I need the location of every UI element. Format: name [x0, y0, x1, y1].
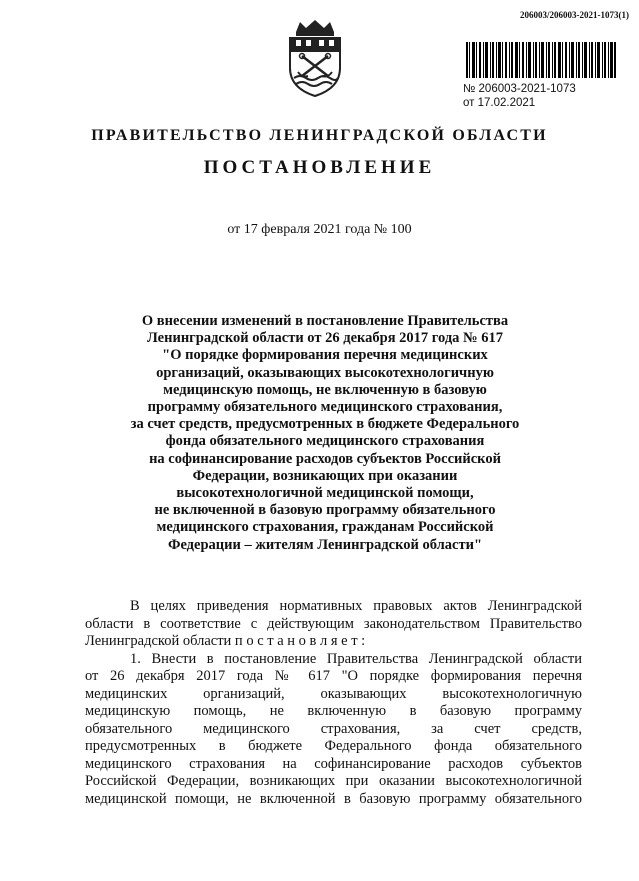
registration-date: от 17.02.2021 — [463, 97, 536, 109]
document-date-number: от 17 февраля 2021 года № 100 — [227, 222, 412, 237]
title-line: "О порядке формирования перечня медицинских — [162, 347, 488, 364]
document-type: ПОСТАНОВЛЕНИЕ — [203, 157, 436, 178]
title-line: Ленинградской области от 26 декабря 2017 года № 617 — [146, 330, 504, 347]
registration-number: № 206003-2021-1073 — [463, 83, 576, 95]
body-line: Российской Федерации, возникающих при оказании высокотехнологичной — [85, 773, 582, 789]
title-line: Федерации, возникающих при оказании — [192, 467, 458, 484]
paragraph-item-1 — [85, 651, 582, 809]
barcode — [466, 42, 616, 78]
title-line: О внесении изменений в постановление Правительства — [141, 313, 509, 329]
title-line: фонда обязательного медицинского страхования — [165, 433, 485, 450]
body-line: предусмотренных в бюджете Федерального фонда обязательного — [85, 738, 582, 754]
title-line: за счет средств, предусмотренных в бюджете Федерального — [130, 416, 520, 433]
document-code: 206003/206003-2021-1073(1) — [520, 10, 629, 20]
body-line: 1. Внести в постановление Правительства Ленинградской области — [130, 650, 582, 667]
title-line: Федерации – жителям Ленинградской области" — [167, 536, 482, 553]
title-line: не включенной в базовую программу обязательного — [154, 502, 496, 519]
body-line: медицинского страхования на софинансирование расходов субъектов — [85, 755, 582, 772]
registration-block — [463, 82, 576, 110]
authority-title: ПРАВИТЕЛЬСТВО ЛЕНИНГРАДСКОЙ ОБЛАСТИ — [91, 127, 548, 144]
body-line: Ленинградской области п о с т а н о в л я е т : — [85, 633, 366, 649]
body-line: медицинской помощи, не включенной в базовую программу обязательного — [85, 790, 582, 807]
title-line: высокотехнологичной медицинской помощи, — [176, 485, 474, 502]
body-line: В целях приведения нормативных правовых актов Ленинградской — [130, 598, 582, 614]
body-line: медицинскую помощь, не включенную в базовую программу — [85, 703, 582, 719]
body-line: медицинских организаций, оказывающих высокотехнологичную — [85, 685, 582, 702]
body-line: области в соответствие с действующим законодательством Правительство — [85, 615, 582, 632]
paragraph-preamble — [85, 598, 582, 651]
body-line: обязательного медицинского страхования, за счет средств, — [85, 720, 582, 737]
title-line: медицинского страхования, гражданам Российской — [156, 519, 494, 536]
title-line: медицинскую помощь, не включенную в базовую — [163, 381, 487, 398]
resolution-title — [100, 313, 550, 554]
body-line: от 26 декабря 2017 года № 617 "О порядке формирования перечня — [85, 668, 582, 684]
title-line: организаций, оказывающих высокотехнологичную — [156, 364, 494, 381]
coat-of-arms-emblem — [284, 18, 346, 98]
body-text — [85, 598, 582, 808]
title-line: программу обязательного медицинского страхования, — [147, 399, 503, 416]
title-line: на софинансирование расходов субъектов Российской — [149, 450, 501, 467]
